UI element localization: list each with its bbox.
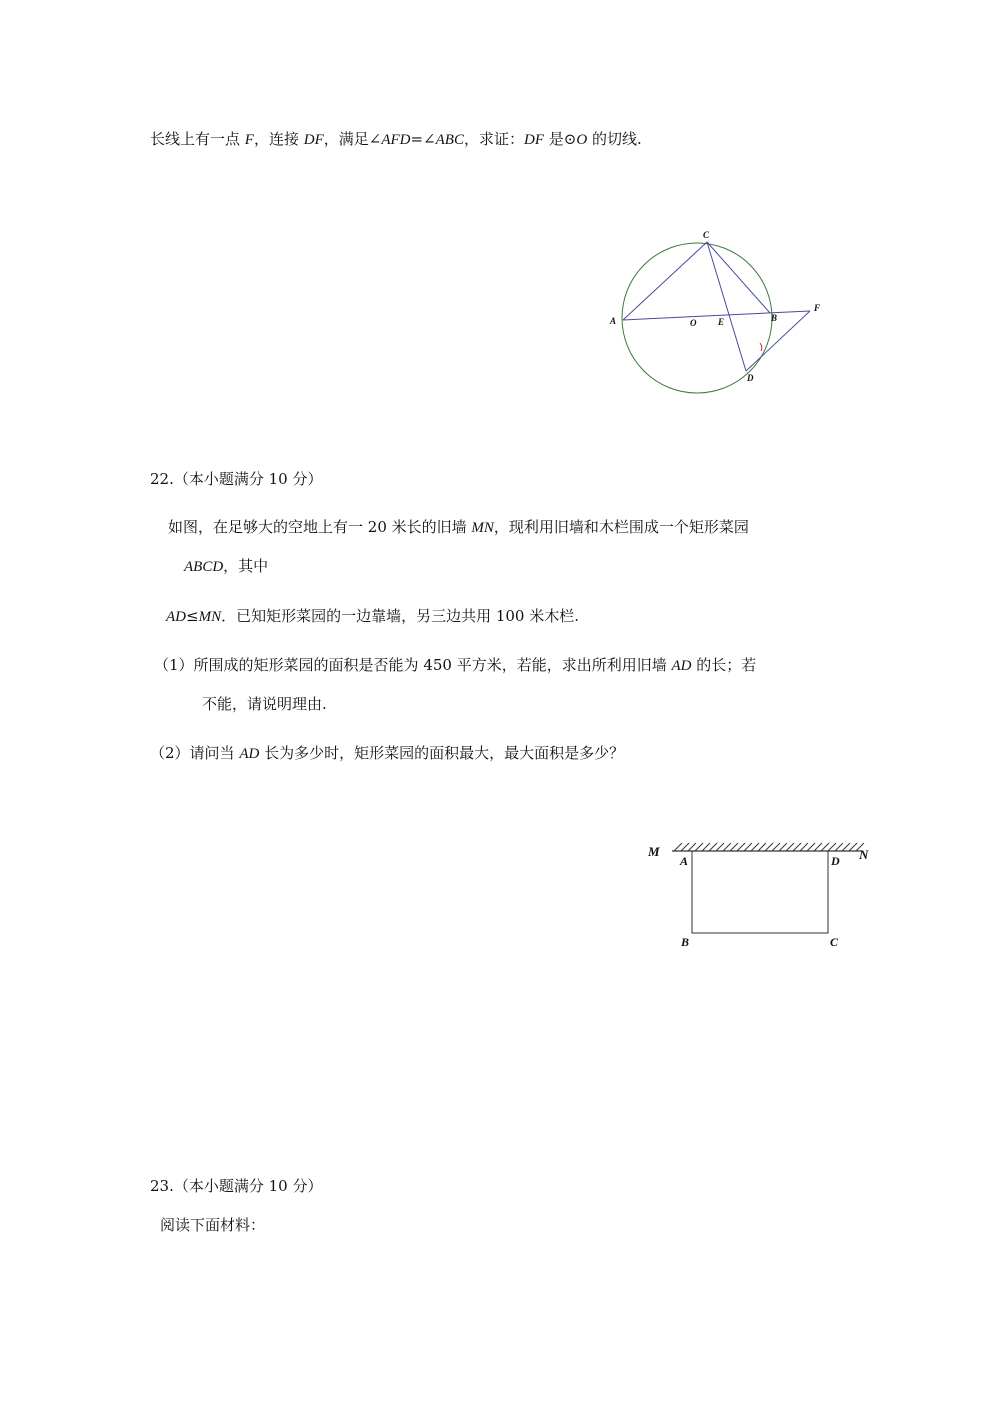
hatch-line <box>723 843 731 851</box>
label-c: C <box>830 935 839 949</box>
hatch-line <box>751 843 759 851</box>
text: ≤ <box>186 607 199 625</box>
wall-hatching <box>674 843 864 851</box>
circle-o <box>622 243 772 393</box>
text: ，求证： <box>463 130 524 148</box>
hatch-line <box>695 843 703 851</box>
text: 的切线. <box>587 130 642 148</box>
var-AD: AD <box>239 746 260 762</box>
label-b: B <box>771 313 778 323</box>
arc-mark <box>760 343 762 351</box>
q23-intro: 阅读下面材料： <box>160 1216 266 1234</box>
hatch-line <box>681 843 689 851</box>
hatch-line <box>849 843 857 851</box>
q22-paragraph <box>184 556 268 577</box>
var-AD: AD <box>166 609 186 625</box>
label-m: M <box>648 844 660 859</box>
label-f: F <box>814 303 821 313</box>
hatch-line <box>674 843 682 851</box>
segment-af <box>623 311 810 320</box>
q22-subquestion-1 <box>154 655 756 676</box>
q22-paragraph <box>166 606 579 627</box>
hatch-line <box>730 843 738 851</box>
hatch-line <box>779 843 787 851</box>
hatch-line <box>702 843 710 851</box>
hatch-line <box>709 843 717 851</box>
label-d: D <box>747 373 754 383</box>
hatch-line <box>772 843 780 851</box>
hatch-line <box>814 843 822 851</box>
var-AD: AD <box>671 658 692 674</box>
q22-subquestion-2 <box>150 743 624 764</box>
rectangle-abcd <box>692 851 828 933</box>
label-e: E <box>718 317 725 327</box>
text: 长线上有一点 <box>150 130 245 148</box>
text: ．已知矩形菜园的一边靠墙，另三边共用 100 米木栏. <box>221 607 580 625</box>
hatch-line <box>716 843 724 851</box>
hatch-line <box>758 843 766 851</box>
hatch-line <box>737 843 745 851</box>
text: ，满足∠ <box>323 130 382 148</box>
hatch-line <box>807 843 815 851</box>
q21-statement <box>150 129 642 150</box>
text: 如图，在足够大的空地上有一 20 米长的旧墙 <box>168 518 472 536</box>
hatch-line <box>688 843 696 851</box>
label-a: A <box>610 316 617 326</box>
hatch-line <box>744 843 752 851</box>
text: ，现利用旧墙和木栏围成一个矩形菜园 <box>493 518 749 536</box>
hatch-line <box>765 843 773 851</box>
var-AFD: AFD <box>381 132 411 148</box>
text: =∠ <box>410 130 436 148</box>
hatch-line <box>786 843 794 851</box>
q22-header: 22.（本小题满分 10 分） <box>150 470 323 488</box>
hatch-line <box>842 843 850 851</box>
label-n: N <box>859 847 869 862</box>
segment-df <box>746 311 810 371</box>
label-b: B <box>681 935 690 949</box>
text: ，其中 <box>223 557 269 575</box>
var-MN: MN <box>471 520 494 536</box>
var-DF: DF <box>303 132 324 148</box>
label-o: O <box>690 318 697 328</box>
hatch-line <box>821 843 829 851</box>
var-DF: DF <box>523 132 544 148</box>
text: ，连接 <box>253 130 304 148</box>
text: 的长；若 <box>691 656 757 674</box>
hatch-line <box>793 843 801 851</box>
hatch-line <box>828 843 836 851</box>
label-a: A <box>680 854 689 868</box>
rectangle-figure <box>640 835 880 955</box>
text: （1）所围成的矩形菜园的面积是否能为 450 平方米，若能，求出所利用旧墙 <box>154 656 672 674</box>
text: （2）请问当 <box>150 744 240 762</box>
hatch-line <box>800 843 808 851</box>
q23-header: 23.（本小题满分 10 分） <box>150 1177 323 1195</box>
circle-figure <box>600 225 840 405</box>
var-F: F <box>244 132 254 148</box>
var-ABCD: ABCD <box>184 559 224 575</box>
label-c: C <box>703 230 710 240</box>
segment-cd <box>707 242 746 371</box>
var-MN: MN <box>198 609 222 625</box>
var-O: O <box>576 132 588 148</box>
text: 长为多少时，矩形菜园的面积最大，最大面积是多少？ <box>259 744 625 762</box>
segment-ac <box>623 242 707 320</box>
label-d: D <box>831 854 840 868</box>
var-ABC: ABC <box>435 132 464 148</box>
q22-subquestion-1-continued: 不能，请说明理由. <box>202 695 327 713</box>
text: 是⊙ <box>543 130 577 148</box>
hatch-line <box>835 843 843 851</box>
q22-paragraph <box>168 517 749 538</box>
